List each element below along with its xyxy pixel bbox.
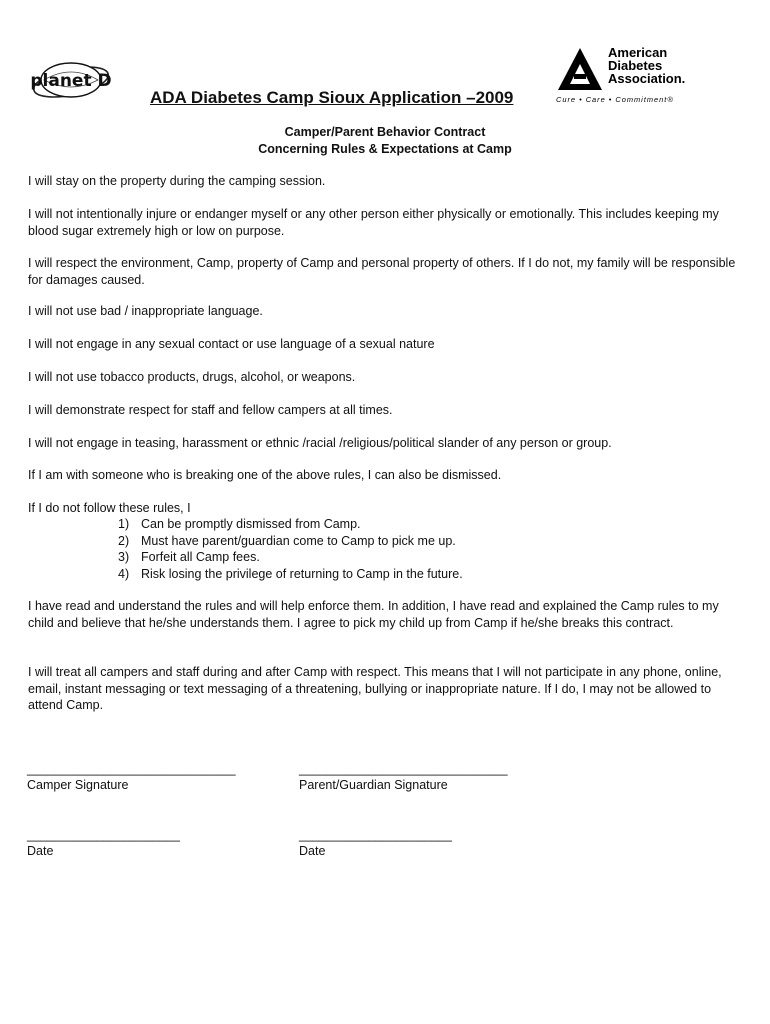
ada-triangle-icon xyxy=(556,46,604,92)
subtitle-line-1: Camper/Parent Behavior Contract xyxy=(284,125,486,139)
contract-subtitle xyxy=(0,124,770,158)
ada-logo-line2: Diabetes xyxy=(608,58,663,73)
parent-signature-label: Parent/Guardian Signature xyxy=(299,778,448,792)
list-item-text: Risk losing the privilege of returning to Camp in the future. xyxy=(141,566,463,581)
list-item-text: Forfeit all Camp fees. xyxy=(141,550,260,564)
planet-d-logo xyxy=(30,58,112,102)
rule-tobacco-drugs: I will not use tobacco products, drugs, alcohol, or weapons. xyxy=(28,370,356,384)
list-item-text: Must have parent/guardian come to Camp to pick me up. xyxy=(141,533,456,548)
rule-stay-on-property: I will stay on the property during the camping session. xyxy=(28,174,326,188)
list-item-number: 2) xyxy=(118,533,130,548)
rule-respect-staff: I will demonstrate respect for staff and fellow campers at all times. xyxy=(28,403,393,417)
planet-d-logo-text: planet D xyxy=(30,71,112,91)
ada-logo-line1: American xyxy=(608,45,668,60)
list-item-number: 3) xyxy=(118,550,130,564)
camper-date-line[interactable]: ______________________ xyxy=(27,828,180,842)
list-item-number: 4) xyxy=(118,566,130,581)
camper-signature-label: Camper Signature xyxy=(27,778,129,792)
list-item xyxy=(118,566,463,583)
respect-paragraph: I will treat all campers and staff during and after Camp with respect. This means that I will not participate in any phone, online, email, instant messaging or text messaging of a threatening, bullying or inappropriate nature. If I do, I may not be allowed to attend Camp. xyxy=(28,665,722,712)
rule-accomplice: If I am with someone who is breaking one of the above rules, I can also be dismissed. xyxy=(28,468,502,482)
rule-sexual-contact: I will not engage in any sexual contact or use language of a sexual nature xyxy=(28,337,435,351)
camper-date-label: Date xyxy=(27,844,54,858)
list-item xyxy=(118,516,463,533)
rule-respect-property: I will respect the environment, Camp, property of Camp and personal property of others. If I do not, my family will be responsible for damages caused. xyxy=(28,256,736,287)
ada-logo xyxy=(556,46,706,108)
parent-date-line[interactable]: ______________________ xyxy=(299,828,452,842)
subtitle-line-2: Concerning Rules & Expectations at Camp xyxy=(258,142,512,156)
parent-date-label: Date xyxy=(299,844,326,858)
page-title: ADA Diabetes Camp Sioux Application –2009 xyxy=(150,88,514,107)
list-item xyxy=(118,549,463,566)
parent-signature-line[interactable]: ______________________________ xyxy=(299,762,508,776)
rule-no-injury: I will not intentionally injure or endanger myself or any other person either physically or emotionally. This includes keeping my blood sugar extremely high or low on purpose. xyxy=(28,207,719,238)
list-item-number: 1) xyxy=(118,517,130,531)
list-item-text: Can be promptly dismissed from Camp. xyxy=(141,517,361,531)
list-item xyxy=(118,533,463,550)
ada-tagline: Cure • Care • Commitment® xyxy=(556,95,674,104)
consequences-intro: If I do not follow these rules, I xyxy=(28,501,191,515)
camper-signature-line[interactable]: ______________________________ xyxy=(27,762,236,776)
agreement-paragraph: I have read and understand the rules and will help enforce them. In addition, I have read and explained the Camp rules to my child and believe that he/she understands them. I agree to pick my child up from Camp if he/she breaks this contract. xyxy=(28,599,719,630)
ada-logo-line3: Association. xyxy=(608,71,686,86)
rule-no-harassment: I will not engage in teasing, harassment or ethnic /racial /religious/political slander of any person or group. xyxy=(28,436,612,450)
rule-language: I will not use bad / inappropriate language. xyxy=(28,304,263,318)
consequences-list xyxy=(118,516,463,582)
